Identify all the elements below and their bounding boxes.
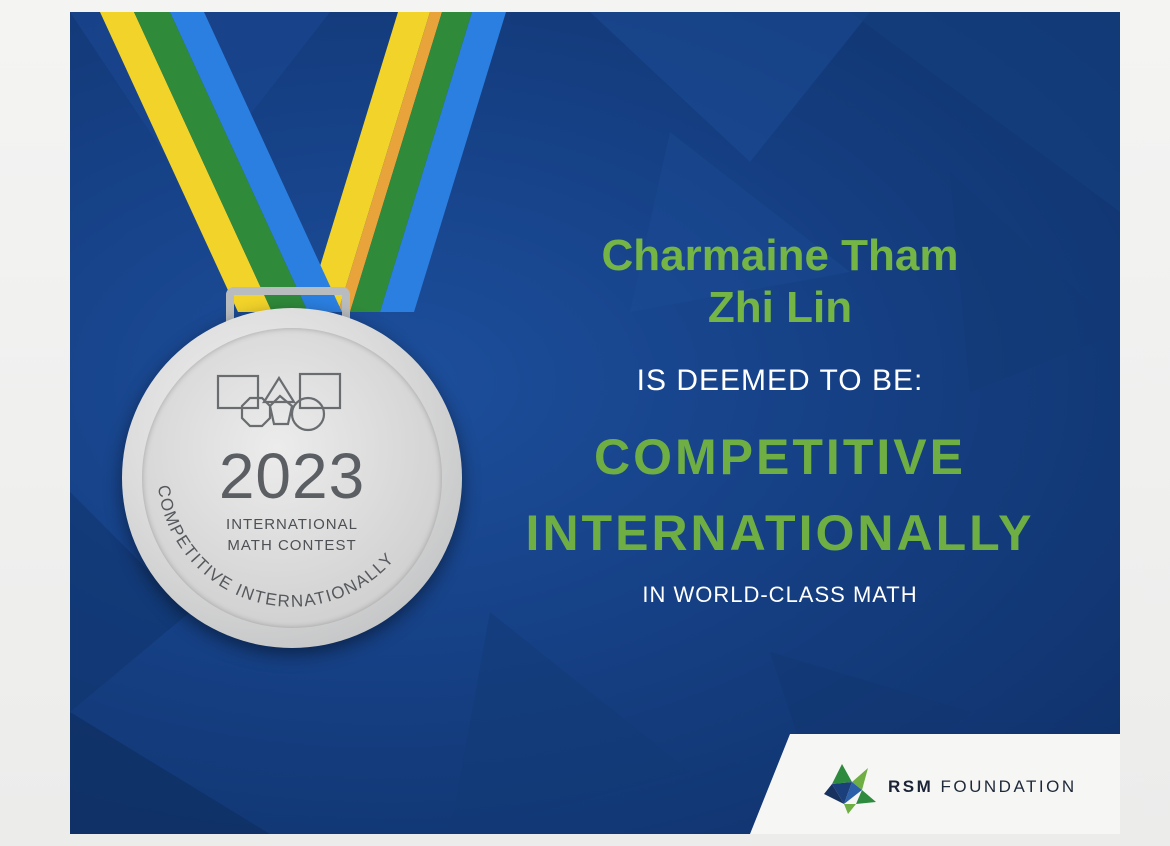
logo-text-rest: FOUNDATION <box>933 777 1077 796</box>
medal-arc-label: COMPETITIVE INTERNATIONALLY <box>153 483 399 611</box>
recipient-name-line1: Charmaine Tham <box>601 231 959 280</box>
award-title-line2: INTERNATIONALLY <box>525 505 1035 561</box>
logo-panel <box>70 12 1120 834</box>
award-title-line1: COMPETITIVE <box>594 429 966 485</box>
certificate <box>70 12 1120 834</box>
logo-text <box>888 777 1077 797</box>
rsm-foundation-logo <box>822 760 1092 816</box>
logo-text-bold: RSM <box>888 777 934 796</box>
medal-contest-line2: MATH CONTEST <box>227 537 357 554</box>
medal-contest-line1: INTERNATIONAL <box>226 516 358 533</box>
rsm-star-icon <box>822 760 878 816</box>
award-subtitle: IN WORLD-CLASS MATH <box>642 582 918 607</box>
deemed-statement: IS DEEMED TO BE: <box>636 364 924 397</box>
medal-year: 2023 <box>218 440 366 512</box>
recipient-name-line2: Zhi Lin <box>707 283 853 332</box>
